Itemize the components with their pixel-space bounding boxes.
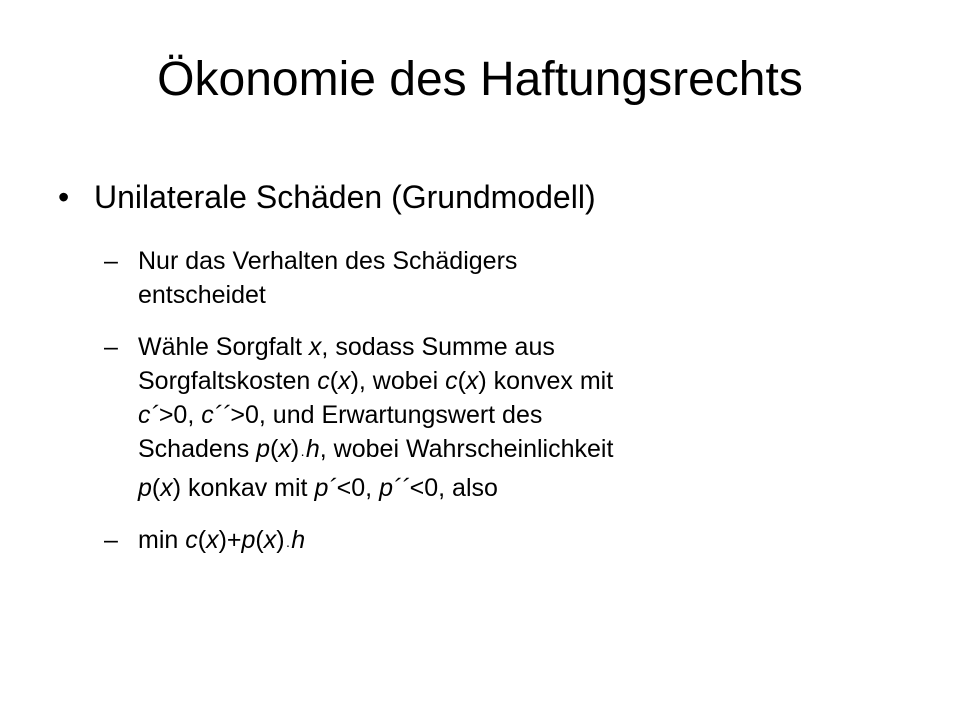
var-c-prime: c´ — [138, 401, 159, 429]
var-x: x — [160, 474, 173, 502]
text-run: >0, — [158, 401, 202, 429]
text-run: , sodass Summe aus — [321, 333, 555, 361]
text-run: ( — [255, 526, 264, 554]
sub-item-minimize — [104, 523, 884, 562]
sub-bullet-list — [104, 244, 884, 580]
var-c: c — [445, 367, 458, 395]
text-run: ) — [276, 526, 285, 554]
text-run: Sorgfaltskosten — [138, 367, 318, 395]
text-run: min — [138, 526, 186, 554]
var-p: p — [256, 435, 271, 463]
multiply-dot: · — [285, 537, 291, 553]
var-x: x — [278, 435, 291, 463]
sub-item-line: Nur das Verhalten des Schädigers — [138, 247, 518, 275]
var-p: p — [241, 526, 256, 554]
bullet-marker: • — [58, 179, 70, 215]
dash-marker: – — [104, 526, 118, 554]
var-x: x — [263, 526, 277, 554]
sub-item-behavior — [104, 244, 884, 312]
text-run: ) — [290, 435, 300, 463]
dash-marker: – — [104, 333, 118, 361]
sub-item-line — [138, 471, 884, 505]
slide-title: Ökonomie des Haftungsrechts — [157, 53, 803, 106]
text-run: ( — [197, 526, 207, 554]
sub-item-line: entscheidet — [138, 281, 266, 309]
text-run: >0, und Erwartungswert des — [230, 401, 543, 429]
text-run: <0, also — [409, 474, 498, 502]
text-run: ) konvex mit — [478, 367, 614, 395]
text-run: ) konkav mit — [172, 474, 315, 502]
var-c-double-prime: c´´ — [201, 401, 231, 429]
var-p-double-prime: p´´ — [379, 474, 410, 502]
var-x: x — [308, 333, 322, 361]
var-h: h — [291, 526, 306, 554]
multiply-dot: · — [300, 446, 305, 462]
var-x: x — [465, 367, 479, 395]
text-run: Wähle Sorgfalt — [138, 333, 309, 361]
sub-item-line — [138, 432, 884, 471]
text-run: )+ — [218, 526, 242, 554]
text-run: <0, — [336, 474, 380, 502]
var-c: c — [317, 367, 330, 395]
var-c: c — [185, 526, 198, 554]
dash-marker: – — [104, 247, 118, 275]
bullet-unilateral-damages — [58, 178, 918, 216]
var-x: x — [338, 367, 351, 395]
text-run: , wobei Wahrscheinlichkeit — [319, 435, 614, 463]
text-run: ( — [457, 367, 466, 395]
sub-item-choose-care — [104, 330, 884, 505]
text-run: ( — [151, 474, 161, 502]
bullet-text: Unilaterale Schäden (Grundmodell) — [94, 179, 596, 215]
text-run: Schadens — [138, 435, 257, 463]
var-p-prime: p´ — [314, 474, 337, 502]
var-x: x — [206, 526, 219, 554]
sub-item-line — [138, 398, 884, 432]
sub-item-line — [138, 330, 884, 364]
text-run: ), wobei — [350, 367, 446, 395]
var-p: p — [138, 474, 152, 502]
var-h: h — [305, 435, 320, 463]
text-run: ( — [329, 367, 339, 395]
text-run: ( — [270, 435, 279, 463]
sub-item-line — [138, 523, 884, 562]
sub-item-line — [138, 364, 884, 398]
